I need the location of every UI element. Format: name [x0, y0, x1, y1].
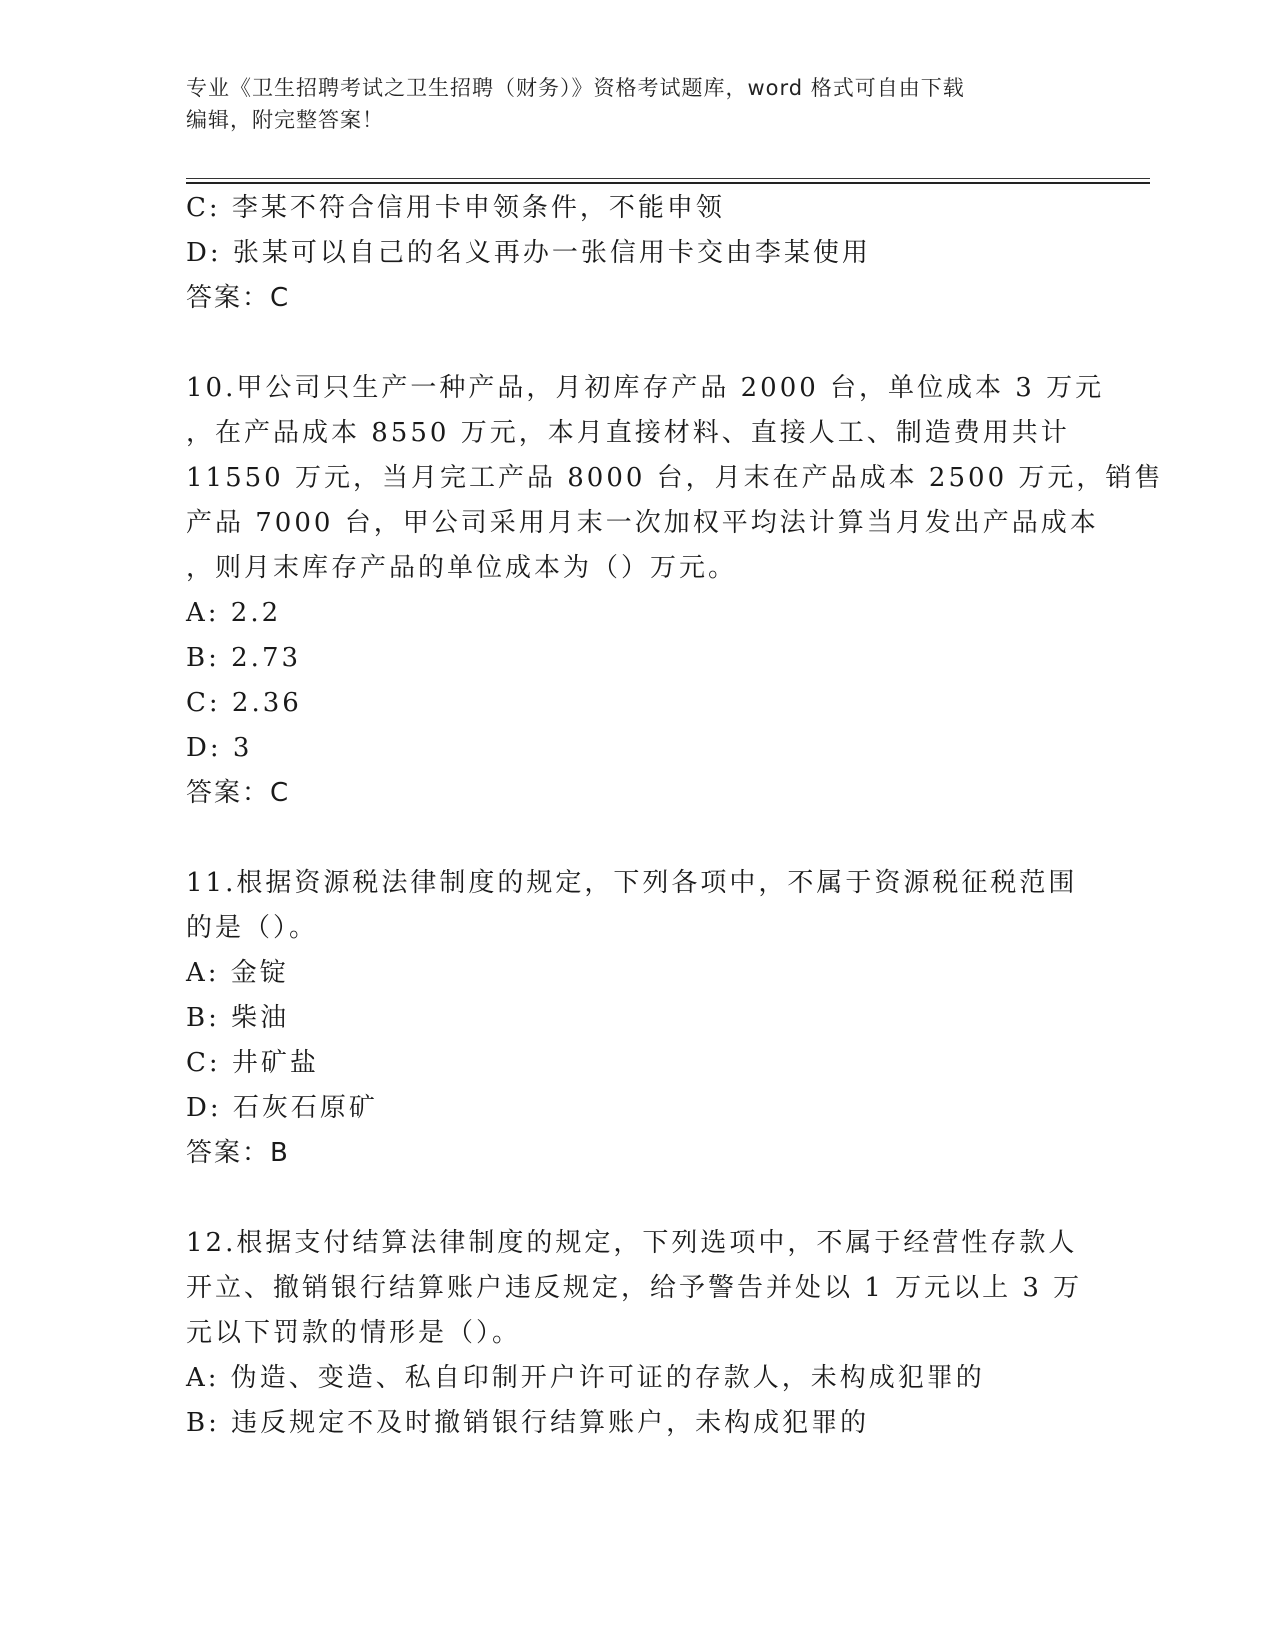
- question-stem-line: 10.甲公司只生产一种产品，月初库存产品 2000 台，单位成本 3 万元: [186, 373, 1105, 403]
- header-line-2: 编辑，附完整答案！: [186, 108, 384, 132]
- question-stem-line: 产品 7000 台，甲公司采用月末一次加权平均法计算当月发出产品成本: [186, 508, 1099, 538]
- header-rule-thick: [186, 182, 1150, 184]
- option-d: D: 3: [186, 733, 253, 763]
- question-stem-line: ，在产品成本 8550 万元，本月直接材料、直接人工、制造费用共计: [186, 418, 1070, 448]
- option-b: B: 柴油: [186, 1003, 290, 1033]
- spacer: [186, 816, 1086, 861]
- question-stem-line: 的是（）。: [186, 913, 319, 943]
- question-9: [186, 186, 1086, 321]
- option-b: B: 违反规定不及时撤销银行结算账户，未构成犯罪的: [186, 1408, 870, 1438]
- answer-line: 答案：C: [186, 778, 291, 808]
- header-line-1: 专业《卫生招聘考试之卫生招聘（财务）》资格考试题库，word 格式可自由下载: [186, 76, 965, 100]
- question-11: [186, 861, 1086, 1176]
- option-a: A: 金锭: [186, 958, 289, 988]
- question-stem-line: 元以下罚款的情形是（）。: [186, 1318, 522, 1348]
- question-12: [186, 1221, 1086, 1446]
- spacer: [186, 1176, 1086, 1221]
- answer-line: 答案：B: [186, 1138, 290, 1168]
- option-a: A: 伪造、变造、私自印制开户许可证的存款人，未构成犯罪的: [186, 1363, 985, 1393]
- question-stem-line: 12.根据支付结算法律制度的规定，下列选项中，不属于经营性存款人: [186, 1228, 1078, 1258]
- question-stem-line: 11.根据资源税法律制度的规定，下列各项中，不属于资源税征税范围: [186, 868, 1078, 898]
- option-d: D: 石灰石原矿: [186, 1093, 378, 1123]
- option-c: C: 2.36: [186, 688, 302, 718]
- question-10: [186, 366, 1164, 816]
- spacer: [186, 321, 1086, 366]
- option-b: B: 2.73: [186, 643, 302, 673]
- question-stem-line: 11550 万元，当月完工产品 8000 台，月末在产品成本 2500 万元，销售: [186, 463, 1164, 493]
- answer-line: 答案：C: [186, 283, 291, 313]
- question-stem-line: 开立、撤销银行结算账户违反规定，给予警告并处以 1 万元以上 3 万: [186, 1273, 1083, 1303]
- option-d: D: 张某可以自己的名义再办一张信用卡交由李某使用: [186, 238, 871, 268]
- option-a: A: 2.2: [186, 598, 282, 628]
- option-c: C: 井矿盐: [186, 1048, 319, 1078]
- question-content: [186, 186, 1164, 1446]
- option-c: C: 李某不符合信用卡申领条件，不能申领: [186, 193, 725, 223]
- question-stem-line: ，则月末库存产品的单位成本为（）万元。: [186, 553, 738, 583]
- document-header: [186, 72, 1086, 136]
- header-rule-thin: [186, 178, 1150, 179]
